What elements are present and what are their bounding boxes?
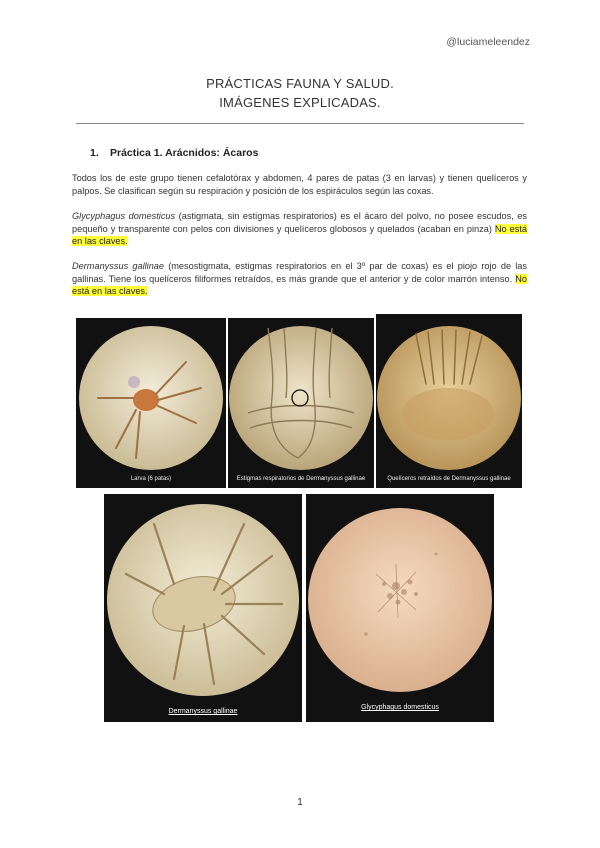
glycyphagus-micrograph-image [306, 494, 494, 722]
stigmata-caption: Estigmas respiratorios de Dermanyssus gallinae [236, 476, 366, 482]
chelicerae-micrograph-image [376, 314, 522, 488]
glycyphagus-highlight-note: No está en las claves. [72, 223, 527, 247]
title-line-2: IMÁGENES EXPLICADAS. [219, 95, 381, 110]
glycyphagus-caption: Glycyphagus domesticus [361, 704, 439, 711]
dermanyssus-micrograph [104, 494, 302, 722]
document-title [0, 74, 600, 112]
dermanyssus-highlight-note: No está en las claves. [72, 273, 527, 297]
dermanyssus-paragraph [72, 260, 527, 298]
title-line-1: PRÁCTICAS FAUNA Y SALUD. [206, 76, 394, 91]
section-title: Práctica 1. Arácnidos: Ácaros [110, 147, 259, 159]
glycyphagus-paragraph [72, 210, 527, 248]
chelicerae-micrograph [376, 314, 522, 488]
dermanyssus-micrograph-image [104, 494, 302, 722]
title-divider [76, 123, 524, 124]
page-number: 1 [297, 797, 303, 808]
stigmata-micrograph [228, 318, 374, 488]
chelicerae-caption: Quelíceros retraídos de Dermanyssus gallinae [387, 476, 511, 482]
larva-caption: Larva (6 patas) [130, 476, 172, 482]
dermanyssus-description: (mesostigmata, estigmas respiratorios en el 3º par de coxas) es el piojo rojo de las gallinas. Tiene los quelíceros filiformes retraídos, es más grande que el anterior y de color marrón intenso. [72, 261, 527, 284]
glycyphagus-micrograph [306, 494, 494, 722]
larva-micrograph-image [76, 318, 226, 488]
section-heading [90, 147, 258, 159]
author-handle: @luciameleendez [446, 36, 530, 48]
glycyphagus-species-name: Glycyphagus domesticus [72, 211, 176, 221]
larva-micrograph [76, 318, 226, 488]
dermanyssus-caption: Dermanyssus gallinae [168, 708, 238, 715]
section-number: 1. [90, 147, 99, 159]
stigmata-micrograph-image [228, 318, 374, 488]
intro-paragraph: Todos los de este grupo tienen cefalotórax y abdomen, 4 pares de patas (3 en larvas) y tienen quelíceros y palpos. Se clasifican según su respiración y posición de los espiráculos según las coxas. [72, 173, 527, 196]
glycyphagus-description: (astigmata, sin estigmas respiratorios) es el ácaro del polvo, no posee escudos, es pequeño y transparente con pelos con divisiones y quelíceros globosos y quelados (acaban en pinza) [72, 211, 527, 234]
dermanyssus-species-name: Dermanyssus gallinae [72, 261, 165, 271]
